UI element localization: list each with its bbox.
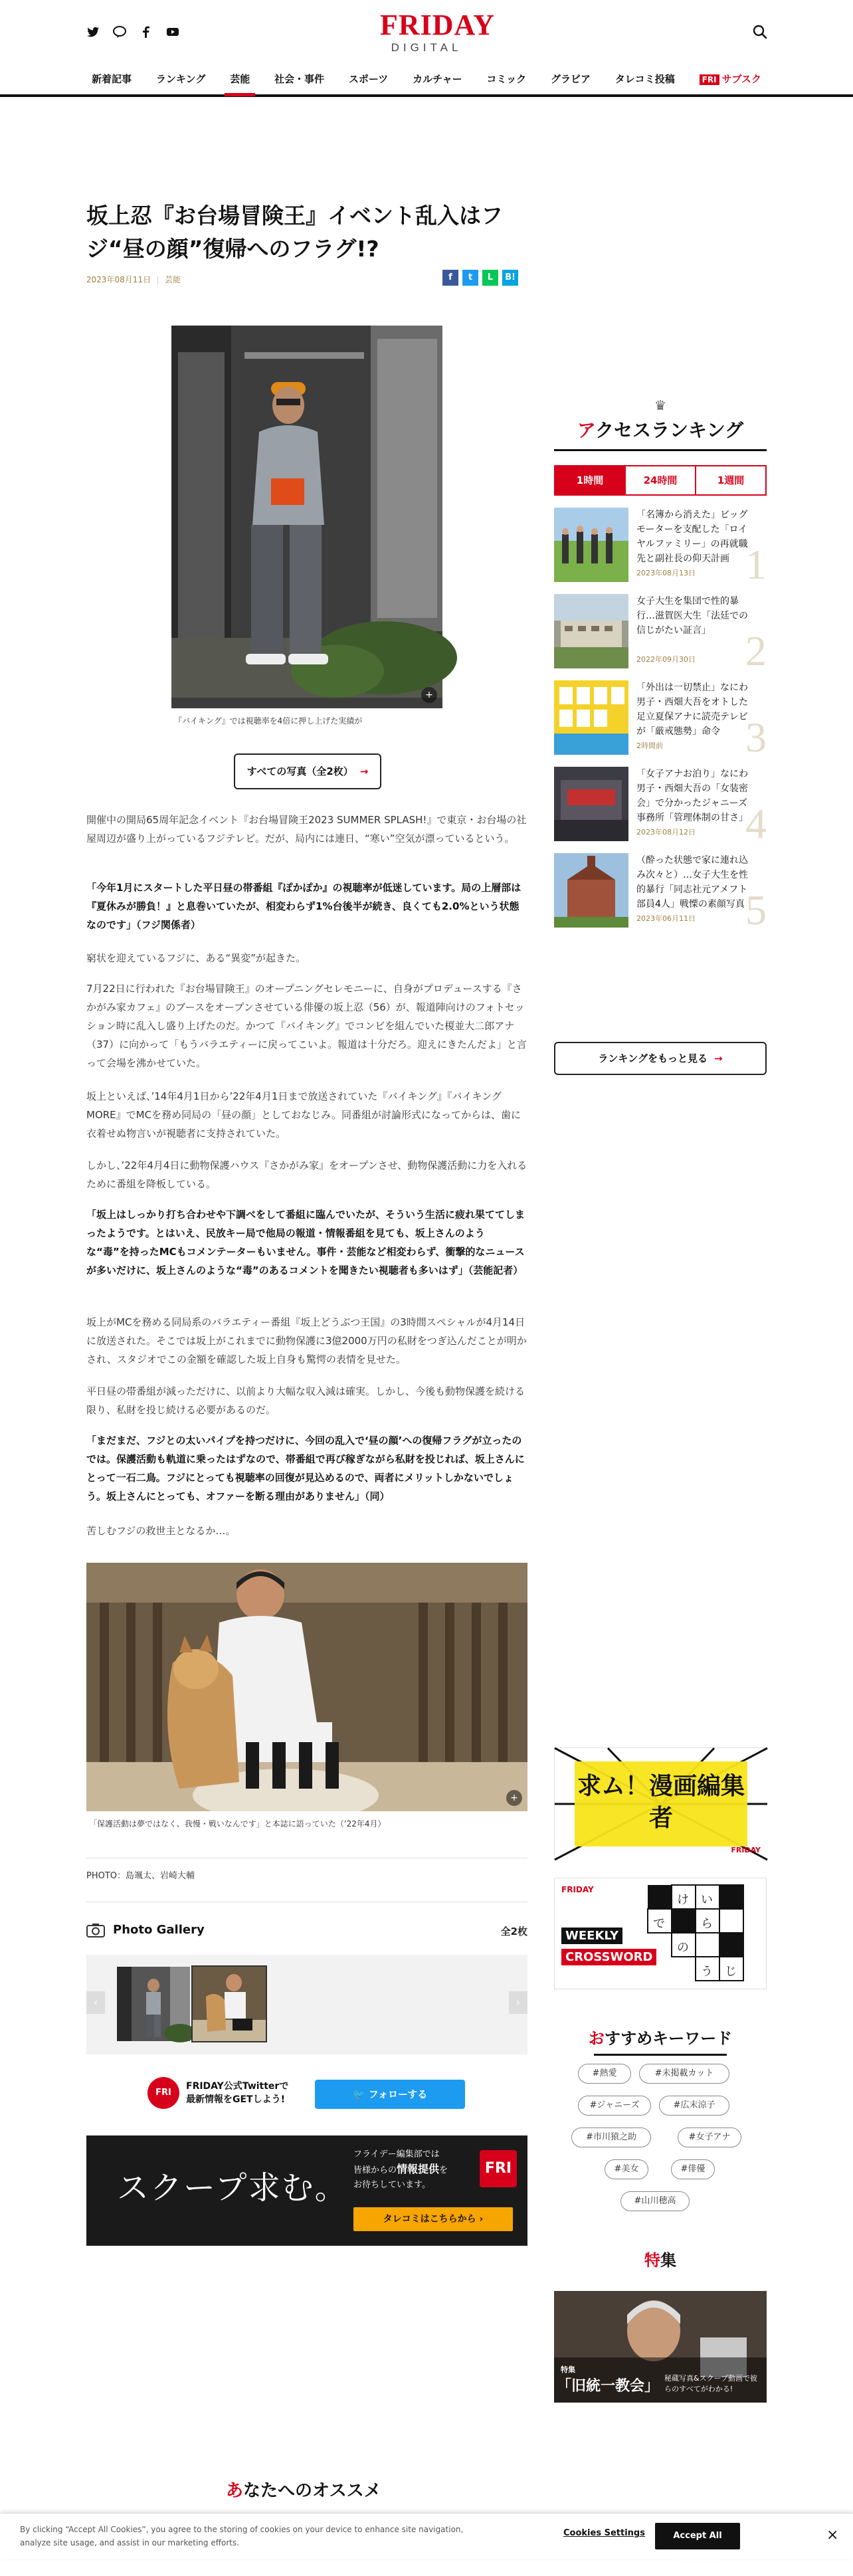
article-paragraph: 開催中の開局65周年記念イベント『お台場冒険王2023 SUMMER SPLASH!』で東京・お台場の社屋周辺が盛り上がっているフジテレビ。だが、局内には連日、“寒い”空気が漂っているという。 <box>86 814 527 844</box>
crossword-cell: い <box>701 1893 713 1907</box>
ranking-item[interactable] <box>554 594 767 674</box>
article-paragraph: 坂上がMCを務める同局系のバラエティー番組『坂上どうぶつ王国』の3時間スペシャルが4月14日に放送された。そこでは坂上がこれまでに動物保護に3億2000万円の私財をつぎ込んだことが明かされ、スタジオでこの金額を確認した坂上自身も驚愕の表情を見せた。 <box>86 1316 527 1365</box>
crossword-cell: う <box>701 1965 713 1979</box>
scoop-cta-label: タレコミはこちらから <box>383 2214 476 2225</box>
scoop-line-2-strong: 情報提供 <box>397 2163 440 2175</box>
twitter-promo-line-1: FRIDAY公式Twitterで <box>186 2081 289 2092</box>
nav-item-society[interactable]: 社会・事件 <box>274 73 325 85</box>
ranking-thumb <box>554 594 628 668</box>
cookie-settings-link[interactable]: Cookies Settings <box>563 2528 645 2538</box>
nav-item-new[interactable]: 新着記事 <box>92 73 132 85</box>
tab-1hour[interactable]: 1時間 <box>555 466 626 494</box>
special-description: 秘蔵写真&スクープ動画で彼らのすべてがわかる! <box>664 2374 758 2393</box>
scoop-cta-button[interactable] <box>353 2207 513 2231</box>
nav-item-subscription-label: サブスク <box>721 73 761 85</box>
ranking-thumb <box>554 853 628 928</box>
ranking-date: 2023年08月12日 <box>636 828 696 837</box>
scoop-fri-logo: FRI <box>480 2150 517 2187</box>
nav-item-comic[interactable]: コミック <box>486 73 527 85</box>
nav-item-ranking[interactable]: ランキング <box>155 73 206 85</box>
cookie-message: By clicking “Accept All Cookies”, you agree to the storing of cookies on your device to enhance site navigation, analyze site usage, and assist in our marketing efforts. <box>20 2525 464 2547</box>
ranking-thumb <box>554 767 628 841</box>
photo-gallery-count: 全2枚 <box>500 1926 527 1937</box>
crossword-cell: で <box>653 1917 665 1931</box>
crossword-cell: の <box>677 1941 689 1955</box>
facebook-share-icon[interactable]: f <box>442 270 458 286</box>
photo-credit: PHOTO：島颯太、岩崎大輔 <box>86 1871 195 1881</box>
photo-man-with-dog <box>86 1563 527 1835</box>
photo-2-caption: 「保護活動は夢ではなく、我慢・戦いなんです」と本誌に語っていた（’22年4月） <box>89 1819 386 1829</box>
camera-icon <box>86 1923 105 1940</box>
ranking-number: 3 <box>745 714 767 761</box>
scoop-line-3: お待ちしています。 <box>353 2180 430 2190</box>
photo-walking-man <box>171 326 442 732</box>
facebook-icon[interactable] <box>140 25 153 39</box>
zoom-icon[interactable]: + <box>421 687 437 703</box>
ranking-title-accent: ア <box>577 419 595 441</box>
site-header <box>0 0 853 97</box>
keyword-tag[interactable]: #女子アナ <box>678 2128 741 2147</box>
scoop-line-2 <box>353 2162 480 2178</box>
crown-icon: ♛ <box>654 397 666 413</box>
twitter-share-icon[interactable]: t <box>462 270 478 286</box>
main-nav <box>86 69 767 95</box>
photo-gallery-title: Photo Gallery <box>113 1923 205 1937</box>
photo-1-caption-bar <box>171 708 442 732</box>
ranking-date: 2022年09月30日 <box>636 655 696 664</box>
arrow-right-icon: › <box>479 2214 484 2225</box>
keywords-heading-accent: お <box>588 2029 605 2048</box>
logo-wordmark: FRIDAY <box>380 9 496 41</box>
ranking-item[interactable] <box>554 508 767 588</box>
ranking-thumb <box>554 508 628 582</box>
tab-24hours[interactable]: 24時間 <box>626 466 696 494</box>
recommend-heading-accent: あ <box>226 2481 244 2501</box>
ranking-date: 2023年06月11日 <box>636 914 696 923</box>
ranking-title-text: 「外出は一切禁止」なにわ男子・西畑大吾をオトした足立夏保アナに読売テレビが「厳戒態勢」命令 <box>636 682 748 737</box>
crossword-title-1: WEEKLY <box>561 1928 622 1944</box>
all-photos-label: すべての写真（全2枚） <box>246 765 353 777</box>
nav-item-tip[interactable]: タレコミ投稿 <box>615 73 675 85</box>
arrow-right-icon: → <box>713 1052 723 1064</box>
more-ranking-label: ランキングをもっと見る <box>598 1052 708 1064</box>
accept-cookies-button[interactable]: Accept All Cookies <box>655 2523 740 2549</box>
ranking-number: 5 <box>745 886 767 934</box>
keywords-heading-rest: すすめキーワード <box>604 2029 733 2048</box>
crossword-banner[interactable] <box>554 1878 767 1989</box>
article-paragraph: 坂上といえば、’14年4月1日から’22年4月1日まで放送されていた『バイキング』『バイキングMORE』でMCを務め同局の「昼の顔」としておなじみ。同番組が討論形式になってからは、歯に衣着せぬ物言いが視聴者に支持されていた。 <box>86 1090 521 1139</box>
article-paragraph: 窮状を迎えているフジに、ある“異変”が起きた。 <box>86 952 306 964</box>
more-ranking-button[interactable] <box>554 1042 767 1075</box>
nav-item-culture[interactable]: カルチャー <box>413 73 462 85</box>
article-meta <box>86 274 181 285</box>
ranking-date: 2023年08月13日 <box>636 569 696 577</box>
ranking-date: 2時間前 <box>636 742 663 750</box>
ranking-title-text: 女子大生を集団で性的暴行…滋賀医大生「法廷での信じがたい証言」 <box>636 596 748 636</box>
line-icon[interactable] <box>113 25 126 39</box>
article-paragraph: 7月22日に行われた『お台場冒険王』のオープニングセレモニーに、自身がプロデュースする『さかがみ家カフェ』のブースをオープンさせている俳優の坂上忍（56）が、報道陣向けのフォトセッション時に乱入し盛り上げたのだ。かつて『バイキング』でコンビを組んでいた榎並大二郎アナ（37）に向かって「もうバラエティーに戻ってこいよ。報道は十分だろ。迎えにきたんだよ」と言って会場を沸かせていた。 <box>86 983 527 1069</box>
twitter-icon[interactable] <box>86 25 100 39</box>
keyword-tag[interactable]: #美女 <box>605 2159 648 2179</box>
keyword-tag[interactable]: #俳優 <box>671 2159 715 2179</box>
recommend-heading-rest: なたへのオススメ <box>243 2481 381 2501</box>
scoop-line-1: フライデー編集部では <box>353 2149 440 2159</box>
special-heading <box>554 2247 767 2270</box>
ranking-item[interactable] <box>554 767 767 847</box>
article-paragraph: 苦しむフジの救世主となるか…。 <box>86 1525 236 1537</box>
keywords-heading <box>554 2025 767 2056</box>
ranking-title-text: （酔った状態で家に連れ込み次々と）…女子大生を性的暴行「同志社元アメフト部員4人」戦慄の素顔写真 <box>636 855 748 910</box>
ranking-title-text: 「名簿から消えた」ビッグモーターを支配した「ロイヤルファミリー」の再就職先と副社長の仰天計画 <box>636 510 748 564</box>
fri-badge: FRI <box>700 74 719 85</box>
all-photos-button[interactable] <box>234 753 381 789</box>
article-paragraph: 平日昼の帯番組が減っただけに、以前より大幅な収入減は確実。しかし、今後も動物保護を続ける限り、私財を投じ続ける必要があるのだ。 <box>86 1385 525 1416</box>
article-date: 2023年08月11日 <box>86 275 151 284</box>
close-icon[interactable]: × <box>826 2527 839 2543</box>
social-links <box>86 25 179 39</box>
keyword-tag[interactable]: #未掲載カット <box>639 2064 729 2084</box>
special-heading-accent: 特 <box>644 2251 660 2270</box>
twitter-bird-icon: 🐦 <box>352 2088 365 2100</box>
ranking-number: 4 <box>745 800 767 847</box>
crossword-cell: ら <box>701 1917 713 1931</box>
thumb-man-with-dog <box>193 1967 266 2041</box>
photo-gallery-carousel <box>86 1955 527 2054</box>
ranking-item[interactable] <box>554 680 767 761</box>
article-paragraph: しかし、’22年4月4日に動物保護ハウス『さかがみ家』をオープンさせ、動物保護活動に力を入れるために番組を降板している。 <box>86 1159 527 1190</box>
ranking-number: 2 <box>745 627 767 674</box>
twitter-promo-text <box>186 2080 289 2106</box>
arrow-right-icon: → <box>359 765 369 777</box>
crossword-title-2: CROSSWORD <box>561 1949 656 1965</box>
scoop-headline: スクープ求む。 <box>117 2169 348 2207</box>
special-label-small: 特集 <box>561 2365 575 2374</box>
nav-item-gravure[interactable]: グラビア <box>550 73 591 85</box>
photo-2-caption-bar <box>86 1811 527 1835</box>
ranking-header <box>554 397 767 451</box>
manga-banner-text: 求ム！漫画編集者 <box>577 1773 745 1832</box>
tab-1week[interactable]: 1週間 <box>717 474 745 486</box>
article-quote: 「まだまだ、フジとの太いパイプを持つだけに、今回の乱入で‘昼の顔’への復帰フラグが立ったのでは。保護活動も軌道に乗ったはずなので、帯番組で再び稼ぎながら私財を投じれば、坂上さんにとって一石二鳥。フジにとっても視聴率の回復が見込めるので、両者にメリットしかないでしょう。坂上さんにとっても、オファーを断る理由がありません」（同） <box>86 1435 525 1502</box>
hatena-share-icon[interactable]: B! <box>502 270 518 286</box>
article-photo-2[interactable] <box>86 1563 527 1835</box>
crossword-cell: じ <box>725 1965 737 1979</box>
search-icon[interactable] <box>752 24 768 40</box>
twitter-follow-label: フォローする <box>368 2088 428 2100</box>
friday-circle-logo: FRI <box>147 2077 179 2109</box>
scoop-banner[interactable] <box>86 2135 527 2246</box>
cookie-consent-bar <box>0 2513 853 2567</box>
nav-item-sports[interactable]: スポーツ <box>348 73 389 85</box>
scoop-line-2-pre: 皆様からの <box>353 2165 397 2175</box>
article-quote: 「今年1月にスタートした平日昼の帯番組『ぽかぽか』の視聴率が低迷しています。局の上層部は『夏休みが勝負！』と息巻いていたが、相変わらず1%台後半が続き、良くても2.0%という状態なのです」（フジ関係者） <box>86 882 521 931</box>
special-feature-banner[interactable] <box>554 2291 767 2403</box>
line-share-icon[interactable]: L <box>482 270 498 286</box>
ranking-tabs <box>554 465 767 496</box>
gallery-thumb[interactable] <box>117 1967 190 2041</box>
ranking-number: 1 <box>745 541 767 588</box>
logo-subtitle: DIGITAL <box>391 41 462 54</box>
special-heading-rest: 集 <box>660 2251 676 2270</box>
special-label-big: 「旧統一教会」 <box>557 2378 660 2395</box>
keyword-tag[interactable]: #熱愛 <box>578 2064 631 2084</box>
keyword-tag[interactable]: #ジャニーズ <box>578 2096 651 2116</box>
manga-banner-brand: FRIDAY <box>731 1846 761 1854</box>
crossword-cell: け <box>677 1893 689 1907</box>
ranking-item[interactable] <box>554 853 767 934</box>
recommend-heading <box>226 2477 381 2502</box>
article-title: 坂上忍『お台場冒険王』イベント乱入はフジ“昼の顔”復帰へのフラグ!? <box>86 203 503 262</box>
meta-divider <box>157 276 158 284</box>
gallery-prev-icon[interactable]: ‹ <box>86 1991 105 2014</box>
article-quote: 「坂上はしっかり打ち合わせや下調べをして番組に臨んでいたが、そういう生活に疲れ果ててしまったようです。とはいえ、民放キー局で他局の報道・情報番組を見ても、坂上さんのような“毒”を持ったMCもコメンテーターもいません。事件・芸能など相変わらず、衝撃的なニュースが多いだけに、坂上さんのような“毒”のあるコメントを聞きたい視聴者も多いはず」（芸能記者） <box>86 1209 525 1276</box>
keyword-tag[interactable]: #広末涼子 <box>659 2096 729 2116</box>
twitter-promo-line-2: 最新情報をGETしよう! <box>186 2094 285 2105</box>
ranking-title-text: 「女子アナお泊り」なにわ男子・西畑大吾の「女装密会」で分かったジャニーズ事務所「管理体制の甘さ」 <box>636 769 748 823</box>
ranking-title <box>554 416 767 451</box>
zoom-icon[interactable]: + <box>506 1790 522 1806</box>
gallery-next-icon[interactable]: › <box>509 1991 527 2014</box>
nav-item-subscription[interactable] <box>694 69 767 95</box>
twitter-follow-button[interactable] <box>315 2080 465 2109</box>
keyword-tag[interactable]: #山川穂高 <box>620 2191 690 2211</box>
crossword-brand: FRIDAY <box>561 1885 594 1894</box>
scoop-line-2-post: を <box>439 2165 448 2175</box>
thumb-walking-man <box>117 1967 190 2041</box>
keyword-tag[interactable]: #市川猿之助 <box>571 2128 651 2147</box>
nav-item-entertainment[interactable]: 芸能 <box>225 69 255 95</box>
photo-1-caption: 『バイキング』では視聴率を4倍に押し上げた実績が <box>174 716 363 726</box>
scoop-description <box>353 2147 480 2193</box>
site-logo[interactable] <box>380 9 496 54</box>
gallery-thumb[interactable] <box>193 1967 266 2041</box>
article-photo-1[interactable] <box>171 326 442 732</box>
ranking-thumb <box>554 680 628 755</box>
manga-editor-banner[interactable] <box>554 1747 767 1859</box>
ranking-title-rest: クセスランキング <box>595 419 744 441</box>
share-buttons <box>442 270 518 286</box>
article-category[interactable]: 芸能 <box>165 275 181 284</box>
youtube-icon[interactable] <box>166 25 179 39</box>
